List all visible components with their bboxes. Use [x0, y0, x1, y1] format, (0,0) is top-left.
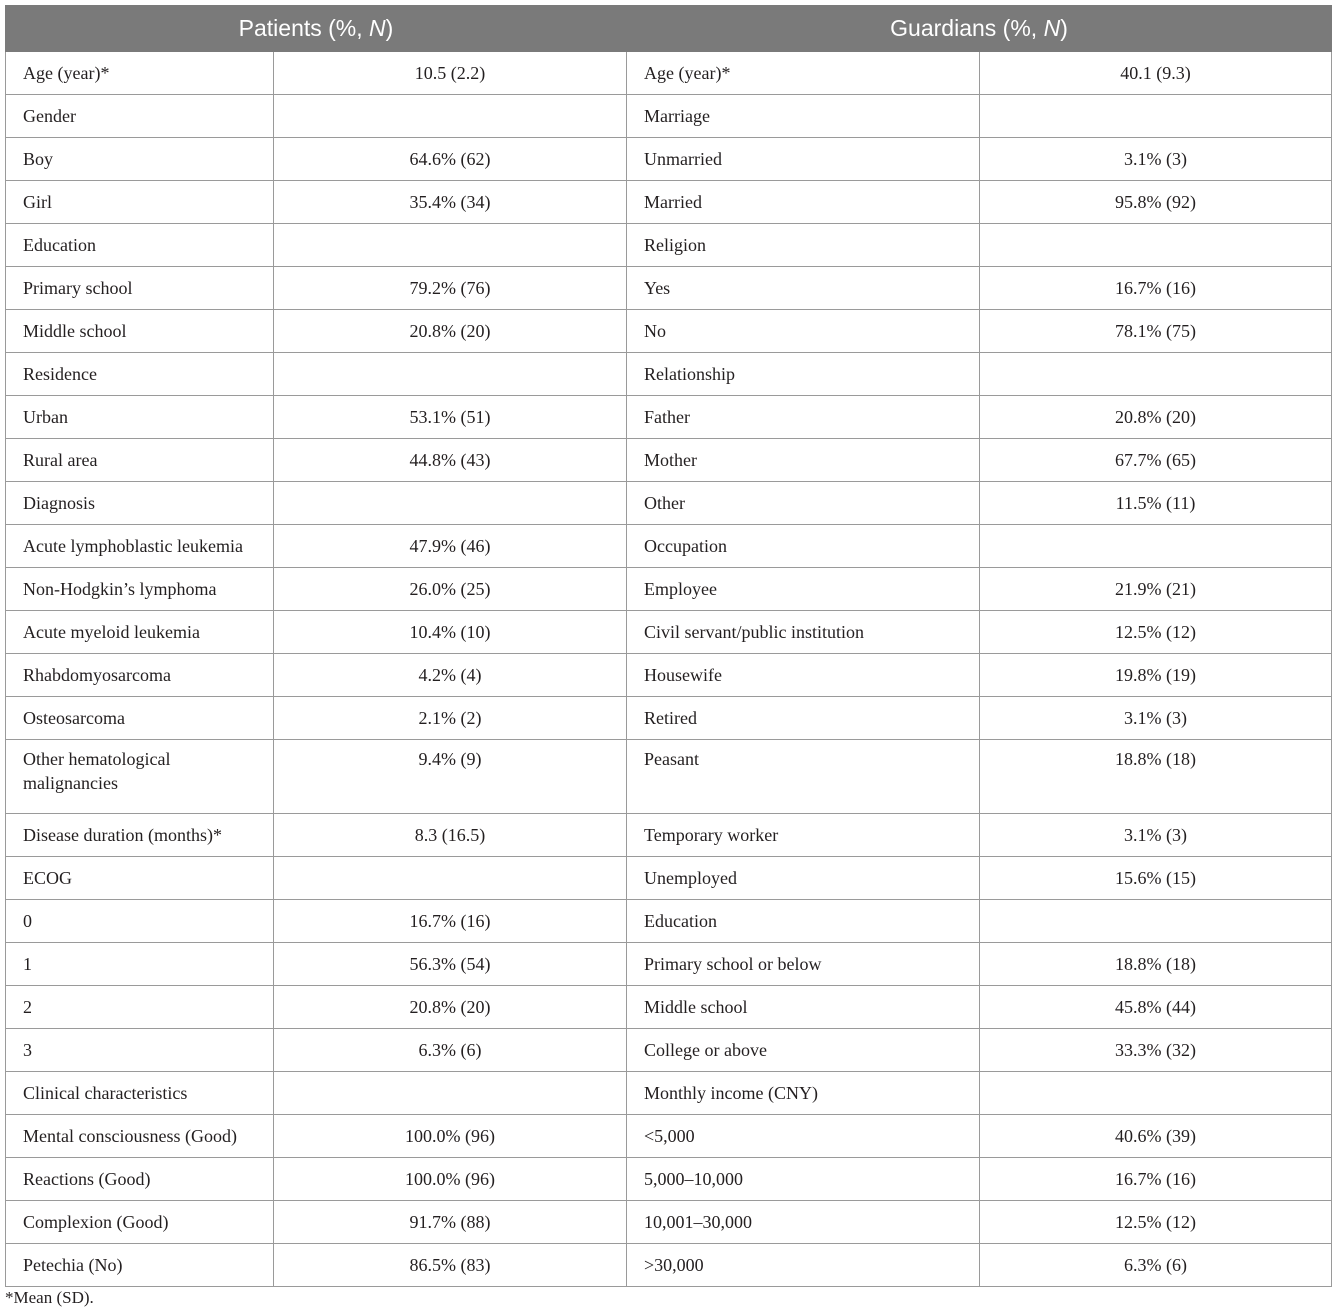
guardian-label-cell: Employee — [627, 568, 980, 611]
guardian-label-cell: Yes — [627, 267, 980, 310]
guardian-label-cell: College or above — [627, 1029, 980, 1072]
patient-label-cell: Osteosarcoma — [6, 697, 274, 740]
patient-value-cell: 47.9% (46) — [274, 525, 627, 568]
guardian-value-cell: 95.8% (92) — [980, 181, 1332, 224]
guardian-label-cell: Peasant — [627, 740, 980, 814]
guardian-value-cell: 21.9% (21) — [980, 568, 1332, 611]
patient-label-cell: Boy — [6, 138, 274, 181]
patient-value-cell: 20.8% (20) — [274, 310, 627, 353]
guardian-value-cell: 67.7% (65) — [980, 439, 1332, 482]
patient-value-cell: 10.4% (10) — [274, 611, 627, 654]
table-row — [6, 900, 1332, 943]
guardian-value-cell: 45.8% (44) — [980, 986, 1332, 1029]
guardian-label-cell: Other — [627, 482, 980, 525]
patient-value-cell: 91.7% (88) — [274, 1201, 627, 1244]
patient-value-cell: 100.0% (96) — [274, 1115, 627, 1158]
guardian-value-cell — [980, 1072, 1332, 1115]
patient-value-cell: 53.1% (51) — [274, 396, 627, 439]
patient-value-cell: 16.7% (16) — [274, 900, 627, 943]
patient-value-cell — [274, 353, 627, 396]
guardian-value-cell: 18.8% (18) — [980, 943, 1332, 986]
guardian-value-cell — [980, 95, 1332, 138]
patient-label-cell: 0 — [6, 900, 274, 943]
guardians-header-n: N — [1043, 15, 1061, 41]
guardian-label-cell: 10,001–30,000 — [627, 1201, 980, 1244]
table-row — [6, 525, 1332, 568]
table-row — [6, 740, 1332, 814]
patient-label-cell: Mental consciousness (Good) — [6, 1115, 274, 1158]
patient-value-cell — [274, 1072, 627, 1115]
guardian-label-cell: Marriage — [627, 95, 980, 138]
patient-label-cell: Clinical characteristics — [6, 1072, 274, 1115]
patient-label-cell: ECOG — [6, 857, 274, 900]
guardian-value-cell — [980, 224, 1332, 267]
table-row — [6, 857, 1332, 900]
guardian-label-cell: Mother — [627, 439, 980, 482]
patient-label-cell: Reactions (Good) — [6, 1158, 274, 1201]
patient-value-cell: 100.0% (96) — [274, 1158, 627, 1201]
table-row — [6, 181, 1332, 224]
guardian-value-cell — [980, 900, 1332, 943]
patient-value-cell: 6.3% (6) — [274, 1029, 627, 1072]
guardian-label-cell: Father — [627, 396, 980, 439]
guardian-value-cell: 3.1% (3) — [980, 138, 1332, 181]
guardian-label-cell: Relationship — [627, 353, 980, 396]
guardians-header-close: ) — [1060, 15, 1068, 41]
guardians-header-label: Guardians (%, — [890, 15, 1044, 41]
table-row — [6, 482, 1332, 525]
table-row — [6, 1201, 1332, 1244]
table-footnote: *Mean (SD). — [5, 1288, 94, 1307]
guardian-label-cell: Housewife — [627, 654, 980, 697]
patient-value-cell: 86.5% (83) — [274, 1244, 627, 1287]
patient-label-cell: Diagnosis — [6, 482, 274, 525]
patient-value-cell: 79.2% (76) — [274, 267, 627, 310]
patient-label-cell: Middle school — [6, 310, 274, 353]
table-row — [6, 943, 1332, 986]
patient-label-cell: Education — [6, 224, 274, 267]
patient-label-cell: 3 — [6, 1029, 274, 1072]
guardian-label-cell: Religion — [627, 224, 980, 267]
guardian-value-cell: 20.8% (20) — [980, 396, 1332, 439]
patient-label-cell: Girl — [6, 181, 274, 224]
patient-label-cell: 1 — [6, 943, 274, 986]
patient-value-cell: 56.3% (54) — [274, 943, 627, 986]
patient-label-cell: Age (year)* — [6, 52, 274, 95]
guardian-value-cell: 11.5% (11) — [980, 482, 1332, 525]
table-row — [6, 1072, 1332, 1115]
patient-value-cell — [274, 482, 627, 525]
table-row — [6, 697, 1332, 740]
table-row — [6, 654, 1332, 697]
guardian-label-cell: Occupation — [627, 525, 980, 568]
table-row — [6, 1029, 1332, 1072]
table-row — [6, 814, 1332, 857]
guardian-label-cell: Unmarried — [627, 138, 980, 181]
table-row — [6, 439, 1332, 482]
patient-value-cell — [274, 224, 627, 267]
guardian-label-cell: <5,000 — [627, 1115, 980, 1158]
patient-value-cell: 4.2% (4) — [274, 654, 627, 697]
patient-label-cell: Rhabdomyosarcoma — [6, 654, 274, 697]
guardian-value-cell: 3.1% (3) — [980, 697, 1332, 740]
patient-label-cell: Acute myeloid leukemia — [6, 611, 274, 654]
guardian-value-cell: 15.6% (15) — [980, 857, 1332, 900]
patient-value-cell: 35.4% (34) — [274, 181, 627, 224]
table-row — [6, 95, 1332, 138]
guardian-label-cell: Primary school or below — [627, 943, 980, 986]
patient-value-cell: 44.8% (43) — [274, 439, 627, 482]
demographics-table — [5, 5, 1332, 1287]
guardian-value-cell — [980, 525, 1332, 568]
patient-label-cell: Other hematological malignancies — [6, 740, 274, 814]
guardian-label-cell: Married — [627, 181, 980, 224]
table-row — [6, 267, 1332, 310]
guardian-label-cell: Civil servant/public institution — [627, 611, 980, 654]
guardian-label-cell: Age (year)* — [627, 52, 980, 95]
patient-value-cell: 64.6% (62) — [274, 138, 627, 181]
guardian-label-cell: No — [627, 310, 980, 353]
table-row — [6, 1115, 1332, 1158]
patient-label-cell: Disease duration (months)* — [6, 814, 274, 857]
guardian-value-cell: 16.7% (16) — [980, 1158, 1332, 1201]
guardian-value-cell: 19.8% (19) — [980, 654, 1332, 697]
table-row — [6, 1158, 1332, 1201]
guardian-value-cell: 3.1% (3) — [980, 814, 1332, 857]
guardians-header — [627, 6, 1332, 52]
patient-value-cell: 20.8% (20) — [274, 986, 627, 1029]
patient-label-cell: Petechia (No) — [6, 1244, 274, 1287]
guardian-value-cell: 78.1% (75) — [980, 310, 1332, 353]
patient-value-cell: 8.3 (16.5) — [274, 814, 627, 857]
guardian-value-cell: 40.6% (39) — [980, 1115, 1332, 1158]
patient-label-cell: Rural area — [6, 439, 274, 482]
guardian-value-cell: 16.7% (16) — [980, 267, 1332, 310]
guardian-label-cell: Temporary worker — [627, 814, 980, 857]
guardian-label-cell: Retired — [627, 697, 980, 740]
guardian-value-cell: 12.5% (12) — [980, 611, 1332, 654]
patient-value-cell: 2.1% (2) — [274, 697, 627, 740]
guardian-label-cell: Monthly income (CNY) — [627, 1072, 980, 1115]
patient-label-cell: Non-Hodgkin’s lymphoma — [6, 568, 274, 611]
table-body — [6, 52, 1332, 1287]
guardian-value-cell: 12.5% (12) — [980, 1201, 1332, 1244]
patient-value-cell: 26.0% (25) — [274, 568, 627, 611]
demographics-table-container — [5, 5, 1331, 1287]
patients-header-close: ) — [385, 15, 394, 41]
guardian-label-cell: Education — [627, 900, 980, 943]
guardian-value-cell: 40.1 (9.3) — [980, 52, 1332, 95]
table-row — [6, 1244, 1332, 1287]
guardian-label-cell: Unemployed — [627, 857, 980, 900]
table-row — [6, 986, 1332, 1029]
guardian-value-cell: 6.3% (6) — [980, 1244, 1332, 1287]
patients-header — [6, 6, 627, 52]
guardian-label-cell: 5,000–10,000 — [627, 1158, 980, 1201]
patient-label-cell: Acute lymphoblastic leukemia — [6, 525, 274, 568]
table-row — [6, 353, 1332, 396]
table-row — [6, 224, 1332, 267]
patient-value-cell — [274, 95, 627, 138]
guardian-value-cell: 33.3% (32) — [980, 1029, 1332, 1072]
patient-label-cell: Complexion (Good) — [6, 1201, 274, 1244]
patient-value-cell: 9.4% (9) — [274, 740, 627, 814]
guardian-value-cell: 18.8% (18) — [980, 740, 1332, 814]
patient-label-cell: Residence — [6, 353, 274, 396]
patients-header-n: N — [369, 15, 386, 41]
table-row — [6, 568, 1332, 611]
table-header-row — [6, 6, 1332, 52]
patient-value-cell — [274, 857, 627, 900]
table-row — [6, 138, 1332, 181]
patient-label-cell: 2 — [6, 986, 274, 1029]
table-row — [6, 310, 1332, 353]
guardian-label-cell: Middle school — [627, 986, 980, 1029]
patient-label-cell: Urban — [6, 396, 274, 439]
patient-label-cell: Primary school — [6, 267, 274, 310]
table-row — [6, 611, 1332, 654]
guardian-value-cell — [980, 353, 1332, 396]
patient-value-cell: 10.5 (2.2) — [274, 52, 627, 95]
guardian-label-cell: >30,000 — [627, 1244, 980, 1287]
table-row — [6, 396, 1332, 439]
table-row — [6, 52, 1332, 95]
patient-label-cell: Gender — [6, 95, 274, 138]
patients-header-label: Patients (%, — [238, 15, 370, 41]
